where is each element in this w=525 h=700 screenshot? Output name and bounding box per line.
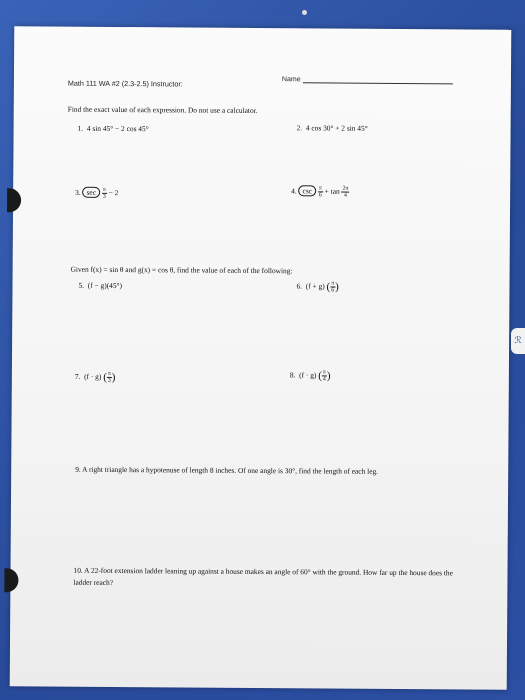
problem-7 (75, 371, 116, 384)
problem-8 (290, 369, 331, 382)
problem-1-expr: 4 sin 45° − 2 cos 45° (86, 123, 149, 134)
frac-denominator: 3 (107, 377, 111, 384)
problem-3 (75, 187, 118, 200)
problem-1-number: 1. (77, 123, 84, 133)
name-line[interactable] (303, 82, 453, 84)
frac-numerator: π (322, 369, 326, 376)
problem-9: 9. A right triangle has a hypotenuse of length 8 inches. Of one angle is 30°, find the length of each leg. (75, 464, 379, 476)
frac-numerator: π (107, 370, 111, 377)
given-statement: Given f(x) = sin θ and g(x) = cos θ, find the value of each of the following: (70, 264, 293, 276)
problem-5 (78, 281, 122, 290)
problem-7-number: 7. (74, 371, 81, 381)
problem-6 (296, 280, 338, 293)
problem-10: 10. A 22-foot extension ladder leaning up against a house makes an angle of 60° with the ground. How far up the house does the ladder reach? (73, 565, 453, 587)
frac-denominator: 6 (318, 192, 322, 199)
punch-hole-top (7, 188, 21, 212)
pin-dot (302, 10, 307, 15)
problem-4-rest: + tan (324, 186, 340, 196)
problem-4 (291, 185, 349, 198)
problem-4-fraction (318, 185, 323, 198)
problem-2-expr: 4 cos 30° + 2 sin 45° (305, 123, 368, 133)
frac-denominator: 6 (331, 287, 335, 294)
problem-6-number: 6. (296, 281, 303, 291)
problem-3-fraction (102, 187, 107, 200)
close-paren: ) (326, 369, 331, 382)
problem-3-number: 3. (75, 187, 81, 197)
problem-7-expr: (f · g) (84, 371, 102, 382)
problem-4-number: 4. (291, 186, 297, 196)
problem-4-func: csc (299, 185, 317, 196)
frac-numerator: π (318, 185, 322, 192)
problem-2 (297, 123, 368, 132)
frac-denominator: 4 (343, 192, 347, 199)
problem-8-number: 8. (289, 370, 296, 380)
problem-8-expr: (f · g) (299, 370, 317, 380)
frac-numerator: π (102, 186, 106, 193)
frac-numerator: 2π (342, 185, 349, 192)
name-field[interactable] (282, 76, 453, 84)
open-paren: ( (318, 369, 322, 382)
frac-denominator: 4 (322, 376, 326, 383)
problem-4-fraction-2 (342, 186, 350, 199)
open-paren: ( (326, 280, 331, 293)
worksheet-page (10, 26, 512, 689)
problem-1 (78, 124, 149, 133)
frac-numerator: π (331, 280, 335, 287)
problem-6-expr: (f + g) (305, 281, 325, 291)
problem-5-number: 5. (78, 280, 85, 290)
name-label: Name (281, 76, 301, 84)
close-paren: ) (335, 281, 339, 294)
problem-3-rest: − 2 (108, 188, 119, 198)
problem-2-number: 2. (296, 123, 303, 133)
open-paren: ( (103, 371, 107, 384)
course-header: Math 111 WA #2 (2.3-2.5) Instructor: (67, 78, 183, 89)
binder-tab-icon: ℛ (511, 328, 525, 354)
problem-3-func: sec (83, 187, 101, 198)
frac-denominator: 3 (102, 193, 106, 200)
punch-hole-bottom (4, 568, 18, 592)
close-paren: ) (111, 371, 116, 384)
instructions: Find the exact value of each expression. Do not use a calculator. (67, 104, 258, 115)
problem-5-expr: (f − g)(45°) (87, 280, 123, 291)
